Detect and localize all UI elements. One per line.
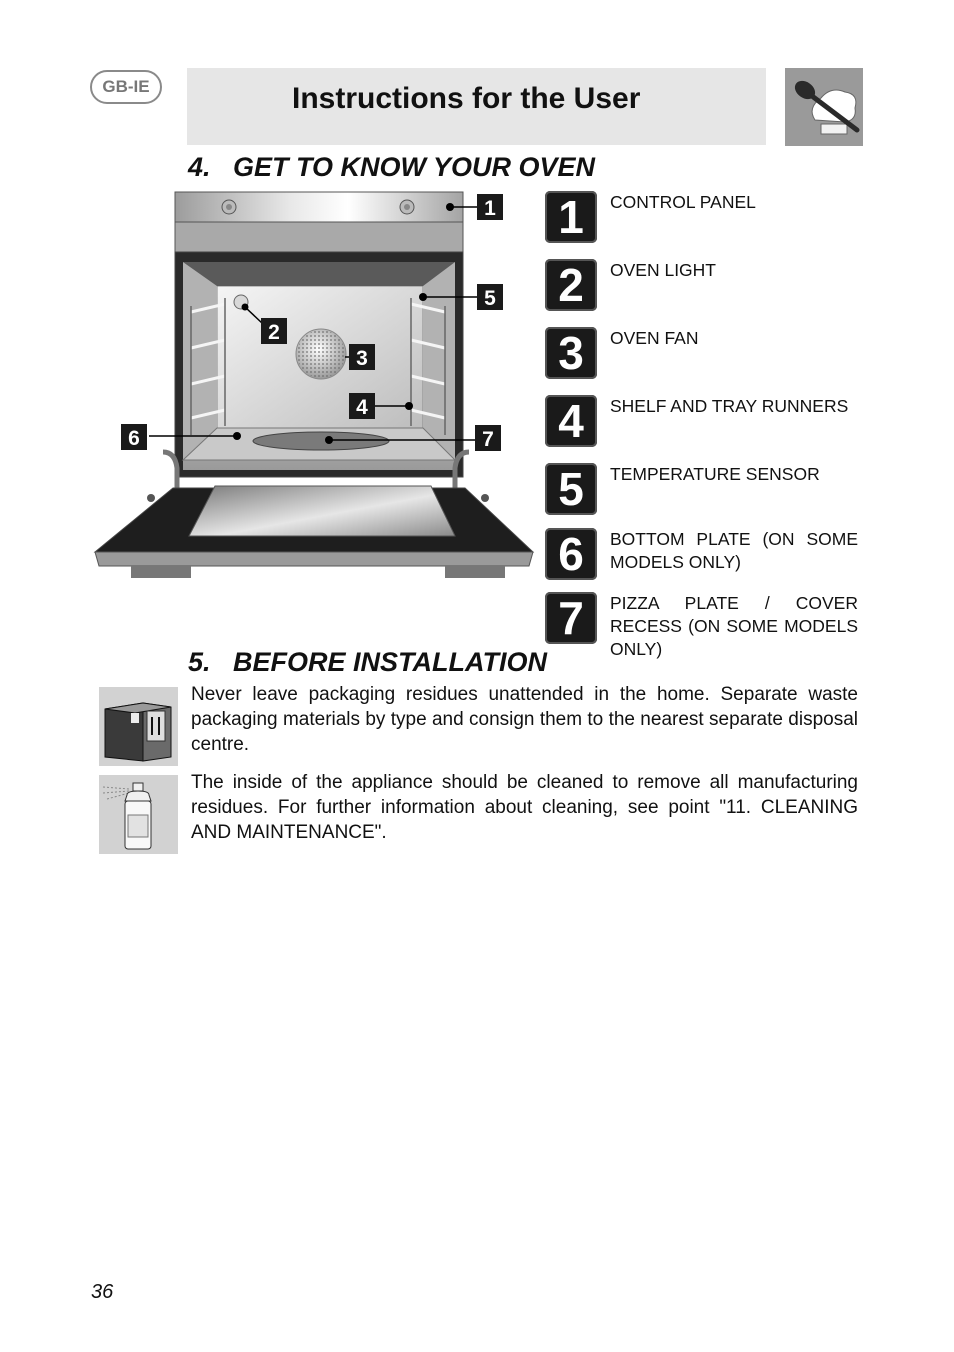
legend-label: BOTTOM PLATE (ON SOME MODELS ONLY) — [610, 529, 858, 572]
legend-number: 2 — [545, 259, 597, 311]
legend-label: OVEN FAN — [610, 328, 699, 348]
diagram-callout — [477, 194, 503, 220]
language-badge: GB-IE — [90, 70, 162, 104]
packaging-box-icon — [99, 687, 178, 766]
legend-number: 4 — [545, 395, 597, 447]
diagram-callout-6: 6 — [128, 427, 140, 450]
legend-number: 3 — [545, 327, 597, 379]
legend-item-temperature-sensor — [545, 463, 858, 523]
legend-item-bottom-plate — [545, 528, 858, 588]
legend-item-oven-fan — [545, 327, 858, 387]
spray-can-icon — [99, 775, 178, 854]
installation-paragraph-packaging: Never leave packaging residues unattended in the home. Separate waste packaging materials by type and consign them to the nearest separate disposal centre. — [191, 684, 858, 755]
diagram-callout — [349, 344, 375, 370]
section-heading-get-to-know-oven — [188, 152, 595, 183]
legend-label: TEMPERATURE SENSOR — [610, 464, 820, 484]
legend-item-shelf-runners — [545, 395, 858, 455]
legend-number: 1 — [545, 191, 597, 243]
section-heading-before-installation — [188, 647, 547, 678]
legend-item-oven-light — [545, 259, 858, 319]
diagram-callout — [475, 425, 501, 451]
diagram-callout-4: 4 — [356, 396, 368, 419]
installation-paragraph-cleaning: The inside of the appliance should be cleaned to remove all manufacturing residues. For further information about cleaning, see point "11. CLEANING AND MAINTENANCE". — [191, 772, 858, 843]
legend-label: OVEN LIGHT — [610, 260, 716, 280]
page-number: 36 — [91, 1281, 114, 1303]
section-title: GET TO KNOW YOUR OVEN — [233, 152, 596, 182]
diagram-callout-5: 5 — [484, 287, 496, 310]
page-title: Instructions for the User — [292, 82, 641, 115]
section-title: BEFORE INSTALLATION — [233, 647, 547, 677]
legend-item-control-panel — [545, 191, 858, 251]
legend-label: CONTROL PANEL — [610, 192, 756, 212]
section-number: 5. — [188, 647, 211, 677]
diagram-callout-7: 7 — [482, 428, 494, 451]
legend-label: PIZZA PLATE / COVER RECESS (ON SOME MODELS ONLY) — [610, 593, 858, 659]
spoon-chef-hat-icon — [785, 68, 863, 146]
diagram-callout-2: 2 — [268, 321, 280, 344]
legend-number: 7 — [545, 592, 597, 644]
legend-item-pizza-plate — [545, 592, 858, 662]
diagram-callout — [121, 424, 147, 450]
diagram-callout-3: 3 — [356, 347, 368, 370]
legend-number: 5 — [545, 463, 597, 515]
diagram-callout — [349, 393, 375, 419]
legend-number: 6 — [545, 528, 597, 580]
oven-diagram — [93, 190, 538, 585]
diagram-callout — [477, 284, 503, 310]
diagram-callout — [261, 318, 287, 344]
section-number: 4. — [188, 152, 211, 182]
diagram-callout-1: 1 — [484, 197, 496, 220]
legend-label: SHELF AND TRAY RUNNERS — [610, 396, 849, 416]
